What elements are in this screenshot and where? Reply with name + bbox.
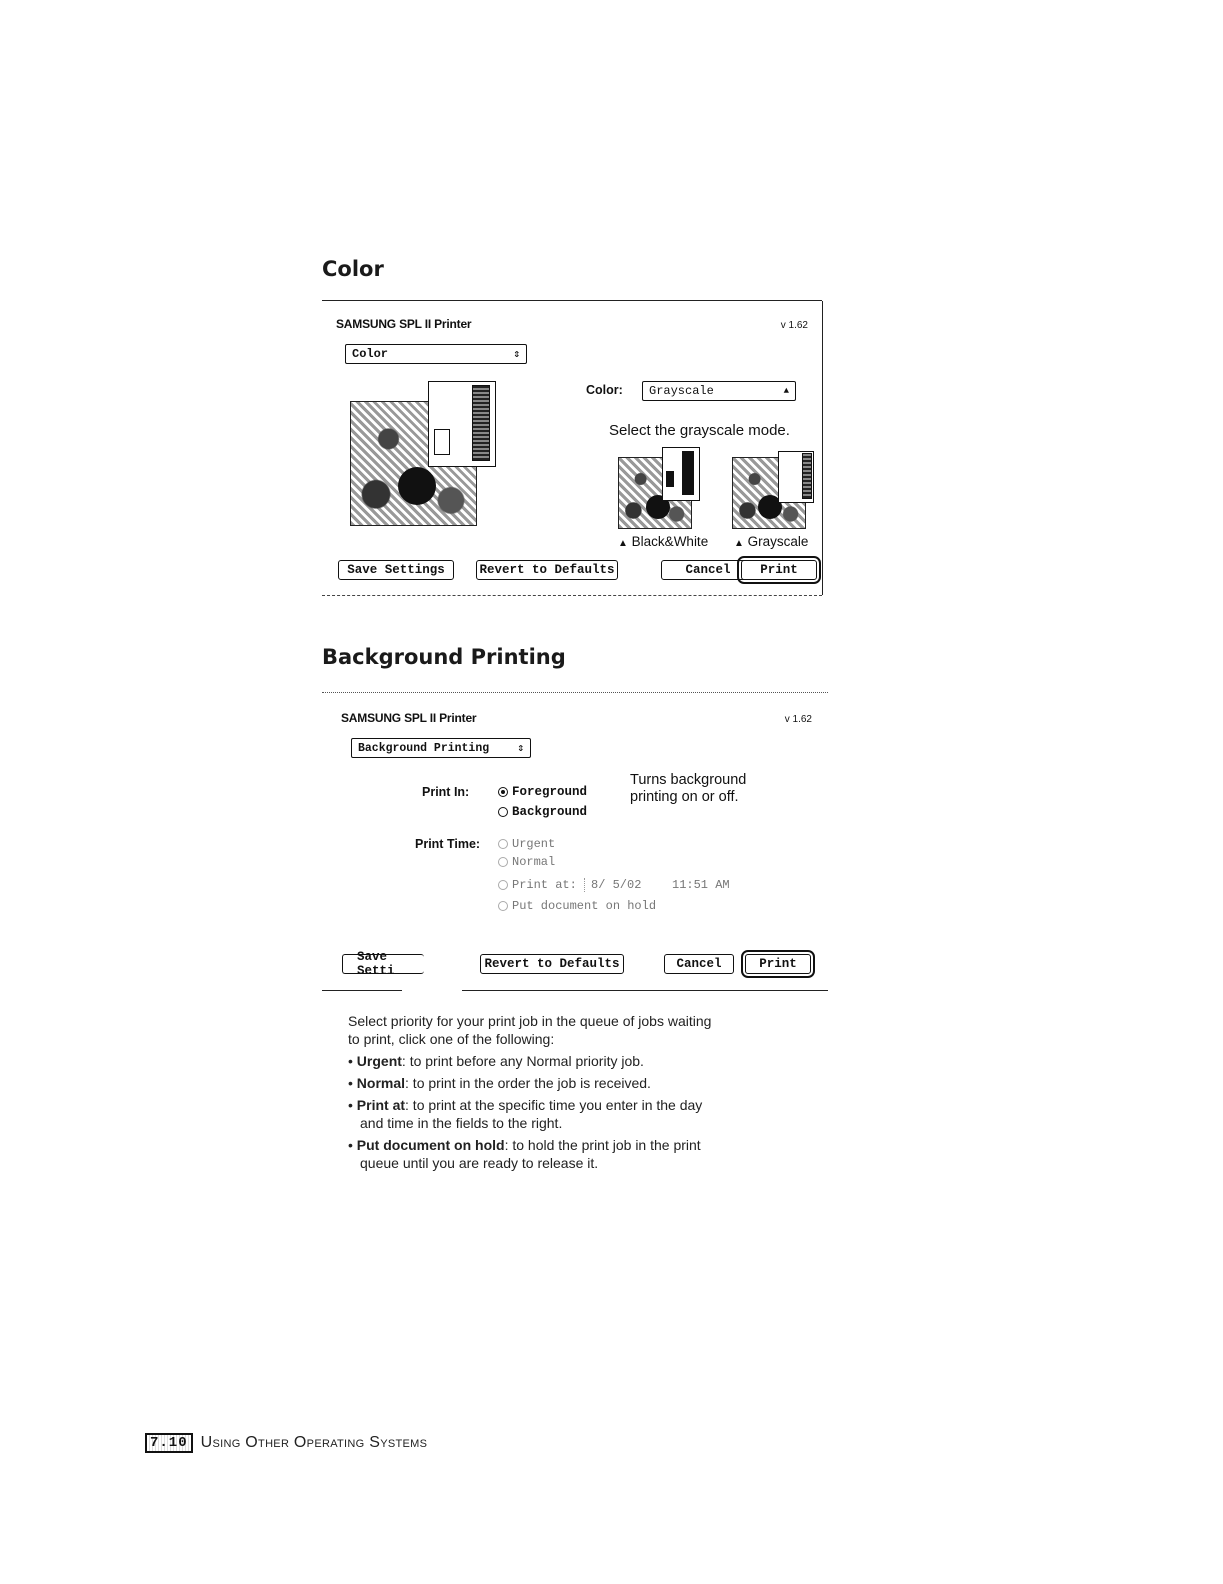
updown-arrows-icon: ⇕: [513, 349, 520, 361]
color-callout: Select the grayscale mode.: [609, 422, 790, 439]
background-radio[interactable]: Background: [498, 805, 587, 819]
cancel-button[interactable]: Cancel: [661, 560, 755, 580]
page-number: 7.10: [145, 1433, 193, 1453]
intro-line-1: Select priority for your print job in the queue of jobs waiting: [348, 1013, 712, 1029]
color-mode-select[interactable]: [642, 381, 796, 401]
color-preview-illustration: [350, 379, 500, 529]
print-in-label: Print In:: [422, 785, 470, 799]
normal-radio[interactable]: Normal: [498, 855, 555, 869]
bw-thumbnail: [618, 447, 698, 531]
revert-defaults-button[interactable]: Revert to Defaults: [476, 560, 618, 580]
background-dialog: [322, 692, 828, 991]
revert-defaults-button[interactable]: Revert to Defaults: [480, 954, 624, 974]
list-item: • Print at: to print at the specific time you enter in the day and time in the fields to the right.: [348, 1097, 703, 1131]
list-item: • Put document on hold: to hold the print job in the print queue until you are ready to release it.: [348, 1137, 701, 1171]
chapter-title: Using Other Operating Systems: [200, 1434, 428, 1451]
panel-select-label: Background Printing: [358, 741, 490, 755]
color-label: Color:: [586, 383, 623, 397]
save-settings-button[interactable]: Save Setti: [342, 954, 424, 974]
foreground-radio[interactable]: Foreground: [498, 785, 587, 799]
radio-unselected-icon: [498, 857, 508, 867]
print-button[interactable]: Print: [741, 560, 817, 580]
version-label: v 1.62: [780, 320, 808, 331]
radio-unselected-icon: [498, 901, 508, 911]
background-callout: Turns background printing on or off.: [630, 772, 747, 805]
priority-description: [348, 1012, 768, 1172]
color-mode-value: Grayscale: [649, 384, 714, 398]
dialog-title: SAMSUNG SPL II Printer: [336, 317, 472, 331]
put-on-hold-radio[interactable]: Put document on hold: [498, 899, 656, 913]
urgent-radio[interactable]: Urgent: [498, 837, 555, 851]
print-date-field[interactable]: 8/ 5/02: [584, 878, 641, 892]
panel-select[interactable]: [345, 344, 527, 364]
intro-line-2: to print, click one of the following:: [348, 1031, 555, 1047]
save-settings-button[interactable]: Save Settings: [338, 560, 454, 580]
version-label: v 1.62: [784, 714, 812, 725]
print-time-label: Print Time:: [415, 837, 481, 851]
dialog-title: SAMSUNG SPL II Printer: [341, 711, 477, 725]
list-item: • Normal: to print in the order the job is received.: [348, 1075, 651, 1091]
radio-selected-icon: [498, 787, 508, 797]
panel-select[interactable]: [351, 738, 531, 758]
color-dialog: [322, 300, 822, 596]
list-item: • Urgent: to print before any Normal priority job.: [348, 1053, 644, 1069]
chevron-down-icon: ▲: [783, 386, 789, 396]
background-printing-heading: Background Printing: [322, 645, 566, 669]
print-time-field[interactable]: 11:51 AM: [672, 878, 730, 892]
grayscale-option-label: ▲ Grayscale: [734, 534, 809, 549]
triangle-up-icon: ▲: [734, 538, 744, 549]
panel-select-label: Color: [352, 347, 389, 361]
radio-unselected-icon: [498, 839, 508, 849]
updown-arrows-icon: ⇕: [517, 743, 524, 755]
radio-unselected-icon: [498, 807, 508, 817]
print-button[interactable]: Print: [745, 954, 811, 974]
page-footer: [145, 1433, 427, 1453]
grayscale-thumbnail: [732, 451, 814, 531]
print-at-radio[interactable]: Print at:: [498, 878, 577, 892]
bw-option-label: ▲ Black&White: [618, 534, 709, 549]
triangle-up-icon: ▲: [618, 538, 628, 549]
cancel-button[interactable]: Cancel: [664, 954, 734, 974]
radio-unselected-icon: [498, 880, 508, 890]
color-heading: Color: [322, 257, 384, 281]
